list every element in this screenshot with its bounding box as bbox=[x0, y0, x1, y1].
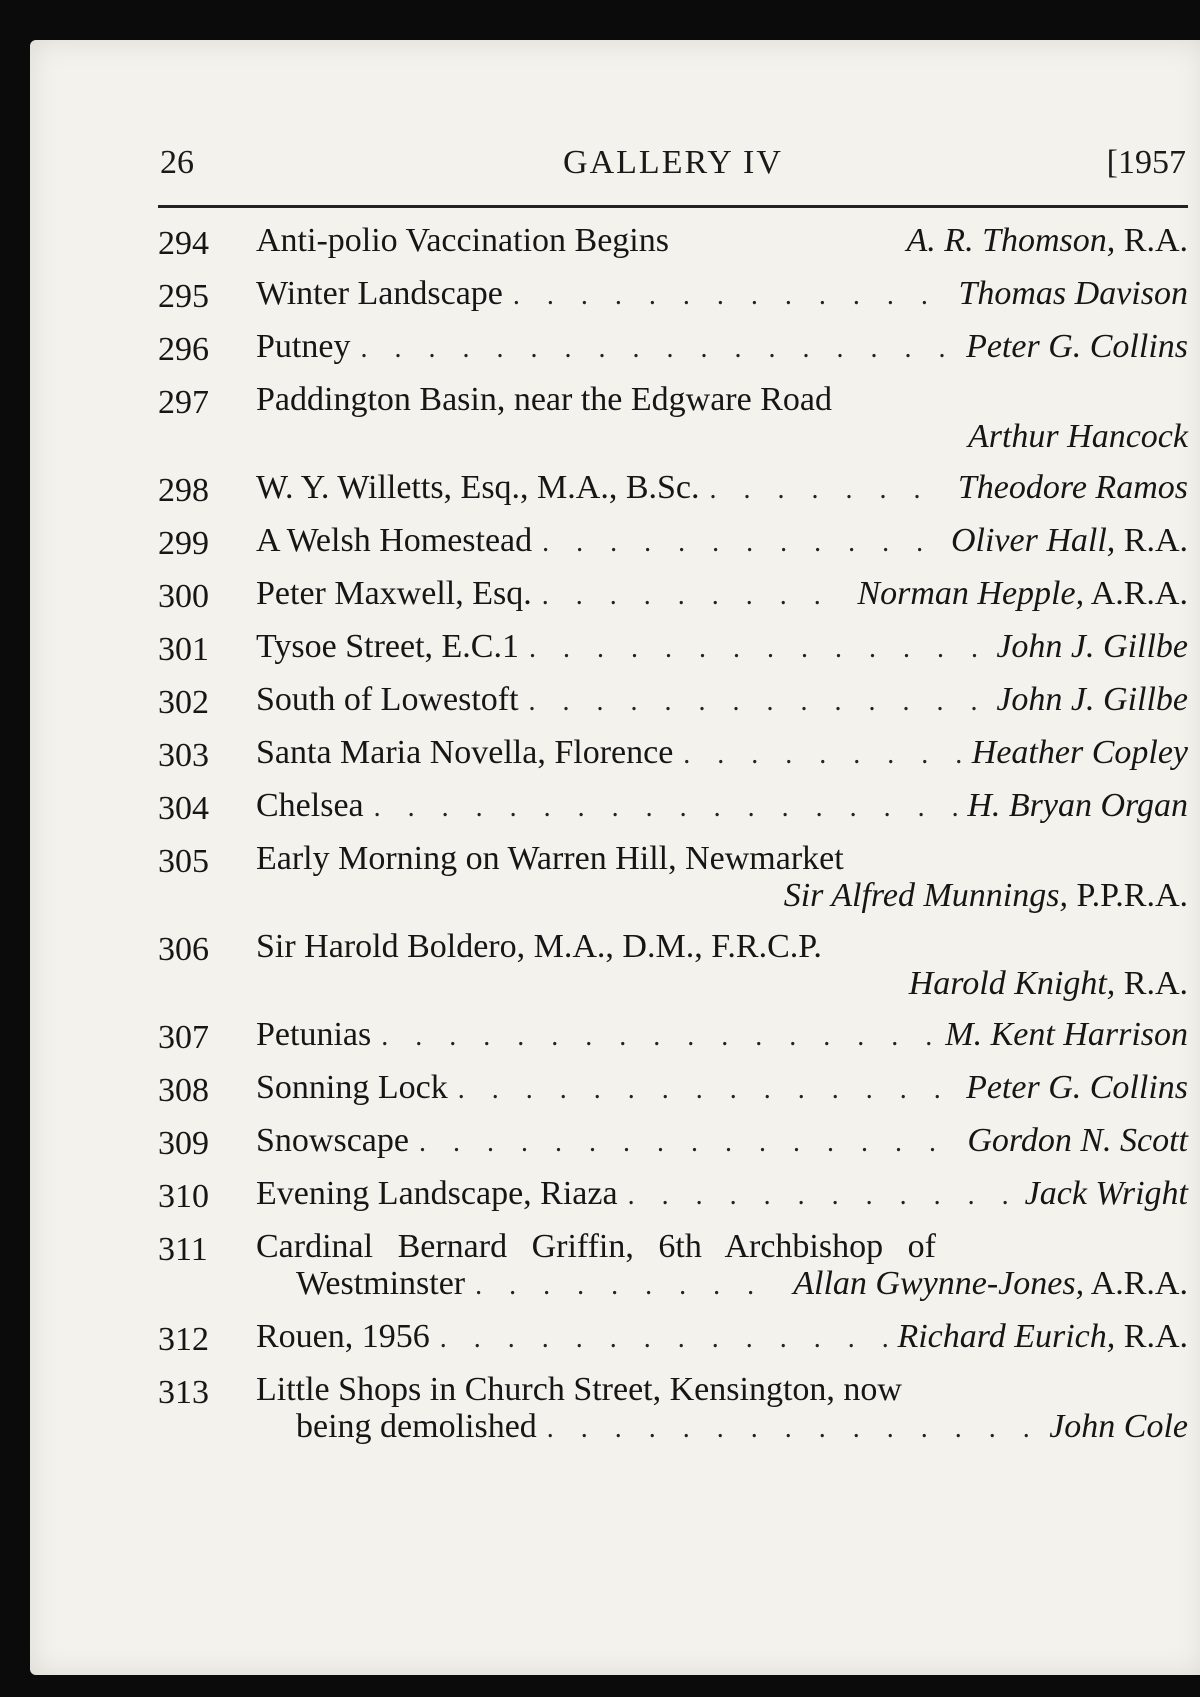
entry-title-continued: Westminster bbox=[296, 1265, 466, 1302]
entry-title: W. Y. Willetts, Esq., M.A., B.Sc. bbox=[256, 469, 700, 506]
artist-suffix: R.A. bbox=[1115, 1318, 1188, 1355]
catalogue-entry bbox=[158, 522, 1188, 561]
entry-artist bbox=[967, 1122, 1188, 1159]
leader-dots bbox=[475, 1267, 783, 1304]
entry-artist bbox=[996, 681, 1188, 718]
entry-title: Putney bbox=[256, 328, 351, 365]
leader-dots bbox=[458, 1071, 956, 1108]
artist-suffix: A.R.A. bbox=[1084, 1265, 1188, 1302]
artist-suffix: R.A. bbox=[1115, 222, 1188, 259]
entry-artist bbox=[897, 1318, 1188, 1355]
artist-name: Norman Hepple, bbox=[857, 575, 1085, 612]
entry-number: 300 bbox=[158, 578, 209, 615]
leader-dots bbox=[419, 1124, 957, 1161]
entry-artist bbox=[996, 628, 1188, 665]
entry-number: 294 bbox=[158, 225, 209, 262]
artist-name: Jack Wright bbox=[1024, 1175, 1188, 1212]
leader-dots bbox=[529, 683, 987, 720]
entry-title: Anti-polio Vaccination Begins bbox=[256, 222, 669, 259]
entry-title: Santa Maria Novella, Florence bbox=[256, 734, 674, 771]
artist-name: John Cole bbox=[1049, 1408, 1188, 1445]
entry-title: A Welsh Homestead bbox=[256, 522, 533, 559]
artist-suffix: R.A. bbox=[1115, 965, 1188, 1002]
catalogue-list bbox=[158, 222, 1188, 1461]
entry-title: Tysoe Street, E.C.1 bbox=[256, 628, 519, 665]
artist-name: Harold Knight, bbox=[908, 965, 1116, 1002]
page-header bbox=[160, 140, 1186, 190]
entry-artist bbox=[945, 1016, 1188, 1053]
catalogue-entry bbox=[158, 1175, 1188, 1214]
artist-name: Theodore Ramos bbox=[957, 469, 1188, 506]
entry-number: 298 bbox=[158, 472, 209, 509]
catalogue-entry bbox=[158, 1371, 1188, 1447]
entry-title: Evening Landscape, Riaza bbox=[256, 1175, 618, 1212]
catalogue-entry bbox=[158, 681, 1188, 720]
catalogue-entry bbox=[158, 575, 1188, 614]
leader-dots bbox=[513, 277, 949, 314]
entry-number: 307 bbox=[158, 1019, 209, 1056]
artist-name: M. Kent Harrison bbox=[945, 1016, 1188, 1053]
leader-dots bbox=[360, 330, 956, 367]
entry-title: Petunias bbox=[256, 1016, 372, 1053]
entry-number: 308 bbox=[158, 1072, 209, 1109]
catalogue-entry bbox=[158, 628, 1188, 667]
leader-dots bbox=[529, 630, 986, 667]
catalogue-entry bbox=[158, 787, 1188, 826]
entry-title: South of Lowestoft bbox=[256, 681, 519, 718]
leader-dots bbox=[374, 789, 958, 826]
entry-artist bbox=[1049, 1408, 1188, 1445]
entry-artist bbox=[793, 1265, 1188, 1302]
artist-suffix: A.R.A. bbox=[1084, 575, 1188, 612]
artist-name: Heather Copley bbox=[971, 734, 1188, 771]
leader-dots bbox=[542, 524, 941, 561]
leader-dots bbox=[381, 1018, 935, 1055]
entry-artist bbox=[1025, 1175, 1188, 1212]
catalogue-entry bbox=[158, 1228, 1188, 1304]
entry-title: Cardinal Bernard Griffin, 6th Archbishop of bbox=[256, 1228, 936, 1265]
entry-number: 305 bbox=[158, 843, 209, 880]
artist-name: Peter G. Collins bbox=[966, 328, 1188, 365]
entry-title: Rouen, 1956 bbox=[256, 1318, 430, 1355]
artist-name: John J. Gillbe bbox=[996, 681, 1188, 718]
entry-artist bbox=[158, 877, 1188, 914]
entry-artist bbox=[972, 734, 1188, 771]
entry-artist bbox=[907, 222, 1188, 259]
entry-title: Peter Maxwell, Esq. bbox=[256, 575, 532, 612]
entry-title: Early Morning on Warren Hill, Newmarket bbox=[256, 840, 844, 877]
entry-number: 312 bbox=[158, 1321, 209, 1358]
catalogue-entry bbox=[158, 381, 1188, 455]
catalogue-entry bbox=[158, 734, 1188, 773]
entry-number: 311 bbox=[158, 1231, 208, 1268]
entry-title: Little Shops in Church Street, Kensington, now bbox=[256, 1371, 902, 1408]
catalogue-entry bbox=[158, 1318, 1188, 1357]
leader-dots bbox=[440, 1320, 888, 1357]
entry-artist bbox=[958, 469, 1188, 506]
artist-suffix: R.A. bbox=[1115, 522, 1188, 559]
page-year: [1957 bbox=[1106, 144, 1186, 181]
entry-number: 310 bbox=[158, 1178, 209, 1215]
artist-name: Arthur Hancock bbox=[967, 418, 1188, 455]
entry-title: Winter Landscape bbox=[256, 275, 503, 312]
entry-number: 296 bbox=[158, 331, 209, 368]
entry-artist bbox=[951, 522, 1188, 559]
artist-name: Peter G. Collins bbox=[966, 1069, 1188, 1106]
page-title: GALLERY IV bbox=[563, 144, 783, 181]
entry-artist bbox=[966, 328, 1188, 365]
entry-artist bbox=[158, 965, 1188, 1002]
artist-name: Oliver Hall, bbox=[950, 522, 1116, 559]
entry-artist bbox=[967, 787, 1188, 824]
entry-number: 295 bbox=[158, 278, 209, 315]
entry-artist bbox=[958, 275, 1188, 312]
entry-number: 301 bbox=[158, 631, 209, 668]
leader-dots bbox=[542, 577, 848, 614]
entry-number: 297 bbox=[158, 384, 209, 421]
artist-suffix: P.P.R.A. bbox=[1067, 877, 1188, 914]
catalogue-entry bbox=[158, 328, 1188, 367]
entry-title-continued: being demolished bbox=[296, 1408, 537, 1445]
entry-artist bbox=[857, 575, 1188, 612]
entry-number: 309 bbox=[158, 1125, 209, 1162]
entry-number: 299 bbox=[158, 525, 209, 562]
catalogue-entry bbox=[158, 928, 1188, 1002]
entry-title: Sir Harold Boldero, M.A., D.M., F.R.C.P. bbox=[256, 928, 822, 965]
artist-name: H. Bryan Organ bbox=[967, 787, 1188, 824]
entry-number: 313 bbox=[158, 1374, 209, 1411]
entry-number: 303 bbox=[158, 737, 209, 774]
catalogue-entry bbox=[158, 469, 1188, 508]
entry-number: 302 bbox=[158, 684, 209, 721]
catalogue-entry bbox=[158, 275, 1188, 314]
header-rule bbox=[158, 205, 1188, 208]
entry-title: Snowscape bbox=[256, 1122, 409, 1159]
artist-name: Richard Eurich, bbox=[897, 1318, 1116, 1355]
entry-artist bbox=[966, 1069, 1188, 1106]
entry-title: Sonning Lock bbox=[256, 1069, 448, 1106]
catalogue-entry bbox=[158, 1069, 1188, 1108]
entry-number: 306 bbox=[158, 931, 209, 968]
artist-name: John J. Gillbe bbox=[996, 628, 1188, 665]
artist-name: Thomas Davison bbox=[958, 275, 1188, 312]
catalogue-entry bbox=[158, 1122, 1188, 1161]
leader-dots bbox=[547, 1410, 1039, 1447]
catalogue-entry bbox=[158, 222, 1188, 261]
entry-title: Chelsea bbox=[256, 787, 364, 824]
leader-dots bbox=[628, 1177, 1015, 1214]
catalogue-entry bbox=[158, 1016, 1188, 1055]
leader-dots bbox=[683, 736, 961, 773]
artist-name: Allan Gwynne-Jones, bbox=[793, 1265, 1085, 1302]
artist-name: Sir Alfred Munnings, bbox=[783, 877, 1068, 914]
entry-artist bbox=[158, 418, 1188, 455]
catalogue-entry bbox=[158, 840, 1188, 914]
entry-title: Paddington Basin, near the Edgware Road bbox=[256, 381, 832, 418]
artist-name: A. R. Thomson, bbox=[906, 222, 1116, 259]
leader-dots bbox=[710, 471, 948, 508]
entry-number: 304 bbox=[158, 790, 209, 827]
page-number: 26 bbox=[160, 144, 194, 181]
artist-name: Gordon N. Scott bbox=[967, 1122, 1188, 1159]
